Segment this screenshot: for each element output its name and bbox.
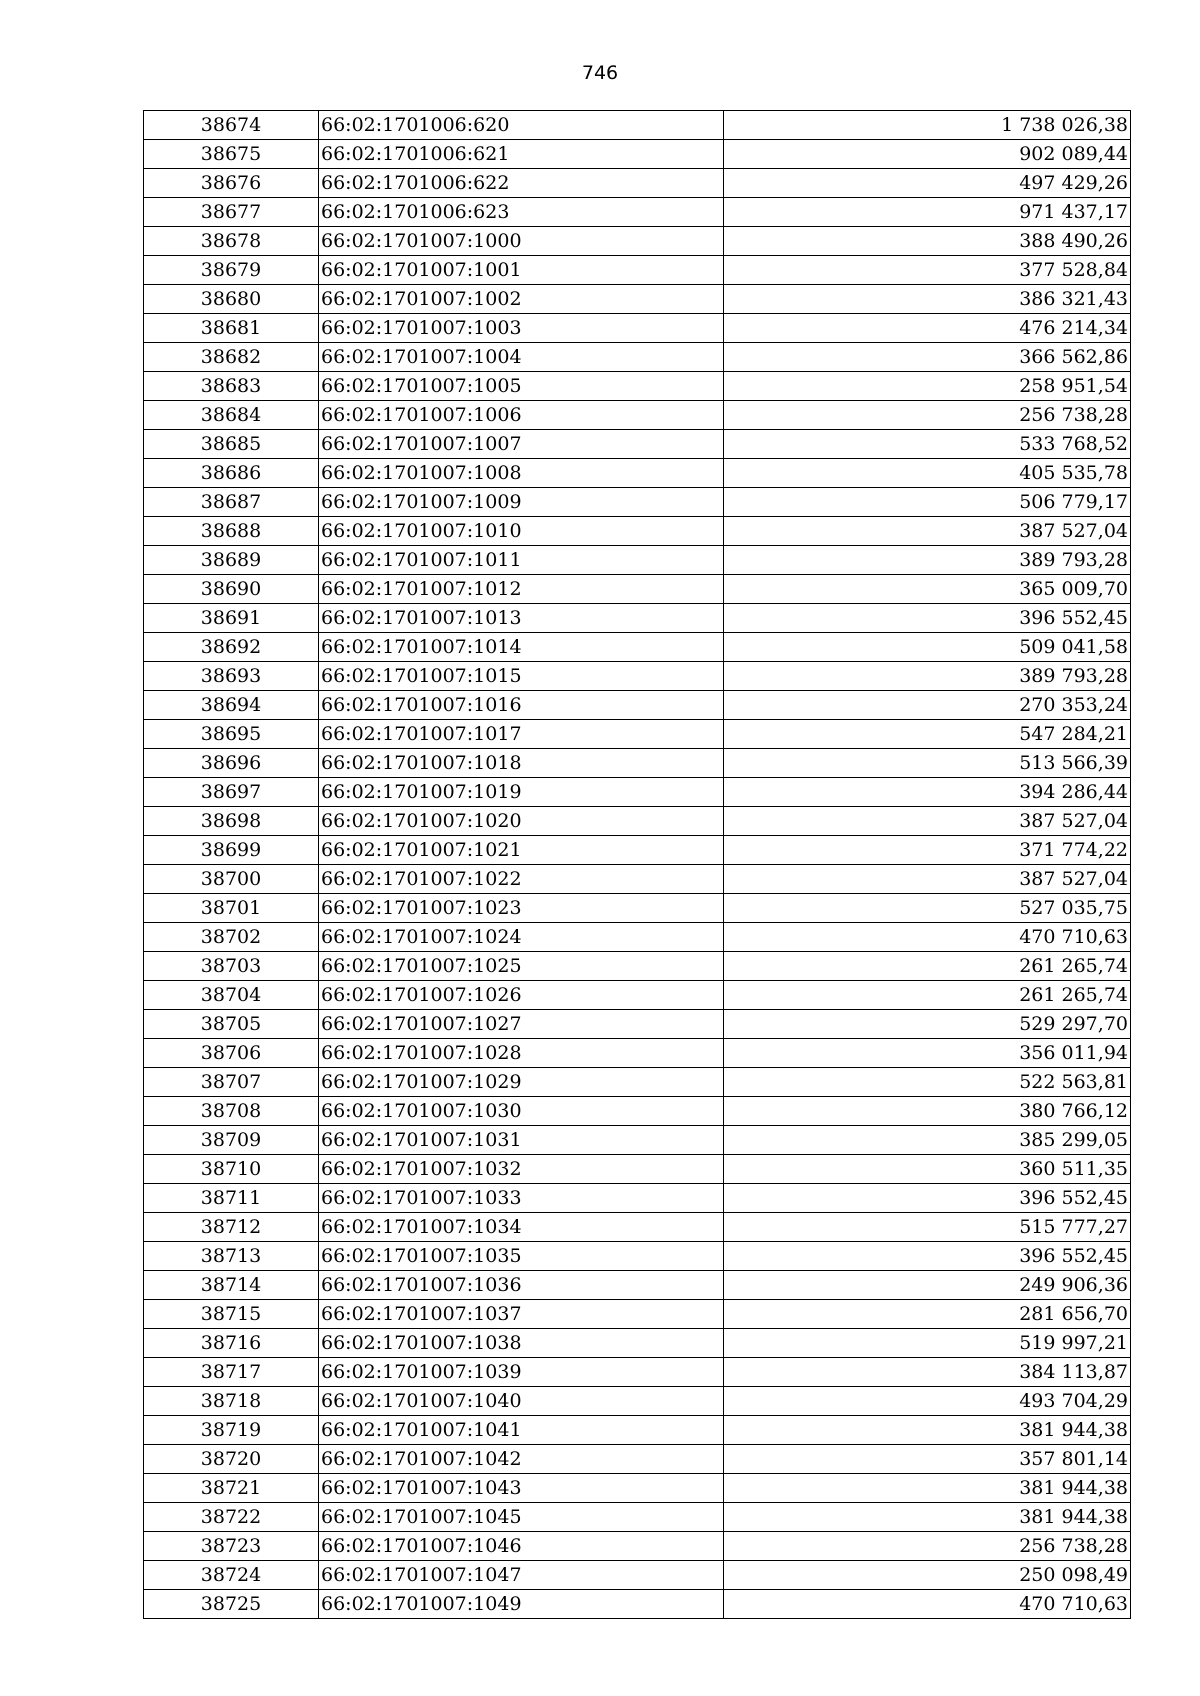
row-number-cell: 38699 xyxy=(144,836,319,865)
row-number-cell: 38700 xyxy=(144,865,319,894)
cadastral-number-cell: 66:02:1701007:1023 xyxy=(319,894,724,923)
row-number-cell: 38678 xyxy=(144,227,319,256)
table-row xyxy=(144,691,1131,720)
cadastral-value-cell: 513 566,39 xyxy=(724,749,1131,778)
cadastral-value-cell: 519 997,21 xyxy=(724,1329,1131,1358)
row-number-cell: 38718 xyxy=(144,1387,319,1416)
table-row xyxy=(144,459,1131,488)
row-number-cell: 38677 xyxy=(144,198,319,227)
row-number-cell: 38693 xyxy=(144,662,319,691)
cadastral-number-cell: 66:02:1701007:1031 xyxy=(319,1126,724,1155)
row-number-cell: 38695 xyxy=(144,720,319,749)
row-number-cell: 38692 xyxy=(144,633,319,662)
row-number-cell: 38685 xyxy=(144,430,319,459)
cadastral-value-cell: 527 035,75 xyxy=(724,894,1131,923)
cadastral-number-cell: 66:02:1701007:1028 xyxy=(319,1039,724,1068)
table-row xyxy=(144,952,1131,981)
table-row xyxy=(144,778,1131,807)
table-row xyxy=(144,111,1131,140)
table-row xyxy=(144,894,1131,923)
cadastral-number-cell: 66:02:1701007:1036 xyxy=(319,1271,724,1300)
cadastral-number-cell: 66:02:1701007:1007 xyxy=(319,430,724,459)
row-number-cell: 38719 xyxy=(144,1416,319,1445)
cadastral-value-cell: 533 768,52 xyxy=(724,430,1131,459)
cadastral-value-cell: 387 527,04 xyxy=(724,865,1131,894)
cadastral-number-cell: 66:02:1701007:1020 xyxy=(319,807,724,836)
row-number-cell: 38674 xyxy=(144,111,319,140)
cadastral-value-cell: 356 011,94 xyxy=(724,1039,1131,1068)
cadastral-value-cell: 396 552,45 xyxy=(724,1184,1131,1213)
cadastral-number-cell: 66:02:1701007:1002 xyxy=(319,285,724,314)
table-row xyxy=(144,1097,1131,1126)
cadastral-number-cell: 66:02:1701006:622 xyxy=(319,169,724,198)
table-row xyxy=(144,198,1131,227)
cadastral-value-cell: 389 793,28 xyxy=(724,546,1131,575)
table-row xyxy=(144,575,1131,604)
cadastral-number-cell: 66:02:1701007:1030 xyxy=(319,1097,724,1126)
cadastral-value-cell: 394 286,44 xyxy=(724,778,1131,807)
cadastral-value-cell: 387 527,04 xyxy=(724,807,1131,836)
row-number-cell: 38688 xyxy=(144,517,319,546)
row-number-cell: 38707 xyxy=(144,1068,319,1097)
row-number-cell: 38709 xyxy=(144,1126,319,1155)
cadastral-number-cell: 66:02:1701007:1026 xyxy=(319,981,724,1010)
table-row xyxy=(144,343,1131,372)
cadastral-number-cell: 66:02:1701007:1034 xyxy=(319,1213,724,1242)
row-number-cell: 38705 xyxy=(144,1010,319,1039)
table-row xyxy=(144,140,1131,169)
table-row xyxy=(144,546,1131,575)
cadastral-number-cell: 66:02:1701007:1001 xyxy=(319,256,724,285)
table-row xyxy=(144,1126,1131,1155)
table-row xyxy=(144,1155,1131,1184)
row-number-cell: 38686 xyxy=(144,459,319,488)
table-row xyxy=(144,430,1131,459)
row-number-cell: 38704 xyxy=(144,981,319,1010)
cadastral-number-cell: 66:02:1701007:1003 xyxy=(319,314,724,343)
row-number-cell: 38712 xyxy=(144,1213,319,1242)
cadastral-number-cell: 66:02:1701007:1000 xyxy=(319,227,724,256)
table-row xyxy=(144,1532,1131,1561)
cadastral-value-cell: 371 774,22 xyxy=(724,836,1131,865)
cadastral-value-cell: 493 704,29 xyxy=(724,1387,1131,1416)
cadastral-value-cell: 470 710,63 xyxy=(724,1590,1131,1619)
row-number-cell: 38701 xyxy=(144,894,319,923)
cadastral-value-cell: 281 656,70 xyxy=(724,1300,1131,1329)
cadastral-number-cell: 66:02:1701007:1045 xyxy=(319,1503,724,1532)
cadastral-value-cell: 506 779,17 xyxy=(724,488,1131,517)
cadastral-value-cell: 384 113,87 xyxy=(724,1358,1131,1387)
cadastral-value-cell: 389 793,28 xyxy=(724,662,1131,691)
cadastral-number-cell: 66:02:1701007:1019 xyxy=(319,778,724,807)
row-number-cell: 38702 xyxy=(144,923,319,952)
cadastral-value-cell: 385 299,05 xyxy=(724,1126,1131,1155)
cadastral-value-cell: 366 562,86 xyxy=(724,343,1131,372)
table-row xyxy=(144,1416,1131,1445)
cadastral-value-cell: 360 511,35 xyxy=(724,1155,1131,1184)
cadastral-number-cell: 66:02:1701006:621 xyxy=(319,140,724,169)
table-row xyxy=(144,1039,1131,1068)
row-number-cell: 38698 xyxy=(144,807,319,836)
table-row xyxy=(144,923,1131,952)
row-number-cell: 38710 xyxy=(144,1155,319,1184)
cadastral-number-cell: 66:02:1701007:1008 xyxy=(319,459,724,488)
table-row xyxy=(144,1213,1131,1242)
cadastral-value-cell: 476 214,34 xyxy=(724,314,1131,343)
cadastral-value-cell: 386 321,43 xyxy=(724,285,1131,314)
row-number-cell: 38725 xyxy=(144,1590,319,1619)
table-row xyxy=(144,1300,1131,1329)
cadastral-number-cell: 66:02:1701007:1027 xyxy=(319,1010,724,1039)
table-row xyxy=(144,836,1131,865)
row-number-cell: 38684 xyxy=(144,401,319,430)
table-body xyxy=(144,111,1131,1619)
cadastral-number-cell: 66:02:1701007:1039 xyxy=(319,1358,724,1387)
cadastral-number-cell: 66:02:1701007:1024 xyxy=(319,923,724,952)
cadastral-number-cell: 66:02:1701007:1029 xyxy=(319,1068,724,1097)
table-row xyxy=(144,720,1131,749)
cadastral-value-cell: 256 738,28 xyxy=(724,1532,1131,1561)
cadastral-value-cell: 902 089,44 xyxy=(724,140,1131,169)
row-number-cell: 38717 xyxy=(144,1358,319,1387)
cadastral-value-cell: 249 906,36 xyxy=(724,1271,1131,1300)
row-number-cell: 38689 xyxy=(144,546,319,575)
cadastral-number-cell: 66:02:1701007:1025 xyxy=(319,952,724,981)
table-row xyxy=(144,865,1131,894)
row-number-cell: 38697 xyxy=(144,778,319,807)
row-number-cell: 38711 xyxy=(144,1184,319,1213)
cadastral-number-cell: 66:02:1701007:1035 xyxy=(319,1242,724,1271)
cadastral-value-cell: 256 738,28 xyxy=(724,401,1131,430)
row-number-cell: 38713 xyxy=(144,1242,319,1271)
cadastral-value-cell: 971 437,17 xyxy=(724,198,1131,227)
cadastral-value-cell: 381 944,38 xyxy=(724,1503,1131,1532)
table-row xyxy=(144,1358,1131,1387)
table-row xyxy=(144,488,1131,517)
row-number-cell: 38716 xyxy=(144,1329,319,1358)
table-row xyxy=(144,1503,1131,1532)
cadastral-number-cell: 66:02:1701007:1015 xyxy=(319,662,724,691)
cadastral-number-cell: 66:02:1701007:1038 xyxy=(319,1329,724,1358)
cadastral-value-cell: 515 777,27 xyxy=(724,1213,1131,1242)
table-row xyxy=(144,1242,1131,1271)
row-number-cell: 38694 xyxy=(144,691,319,720)
table-row xyxy=(144,314,1131,343)
cadastral-number-cell: 66:02:1701007:1046 xyxy=(319,1532,724,1561)
table-row xyxy=(144,662,1131,691)
row-number-cell: 38681 xyxy=(144,314,319,343)
cadastral-number-cell: 66:02:1701006:623 xyxy=(319,198,724,227)
table-row xyxy=(144,401,1131,430)
cadastral-value-cell: 388 490,26 xyxy=(724,227,1131,256)
cadastral-number-cell: 66:02:1701007:1032 xyxy=(319,1155,724,1184)
cadastral-value-cell: 529 297,70 xyxy=(724,1010,1131,1039)
table-row xyxy=(144,1387,1131,1416)
cadastral-number-cell: 66:02:1701007:1014 xyxy=(319,633,724,662)
table-row xyxy=(144,1271,1131,1300)
row-number-cell: 38679 xyxy=(144,256,319,285)
row-number-cell: 38691 xyxy=(144,604,319,633)
row-number-cell: 38708 xyxy=(144,1097,319,1126)
row-number-cell: 38715 xyxy=(144,1300,319,1329)
cadastral-number-cell: 66:02:1701007:1049 xyxy=(319,1590,724,1619)
cadastral-value-cell: 261 265,74 xyxy=(724,981,1131,1010)
cadastral-value-cell: 470 710,63 xyxy=(724,923,1131,952)
cadastral-number-cell: 66:02:1701007:1018 xyxy=(319,749,724,778)
row-number-cell: 38723 xyxy=(144,1532,319,1561)
table-row xyxy=(144,1474,1131,1503)
cadastral-number-cell: 66:02:1701007:1043 xyxy=(319,1474,724,1503)
table-row xyxy=(144,1068,1131,1097)
table-row xyxy=(144,1561,1131,1590)
cadastral-value-cell: 387 527,04 xyxy=(724,517,1131,546)
table-row xyxy=(144,256,1131,285)
cadastral-value-cell: 381 944,38 xyxy=(724,1474,1131,1503)
table-row xyxy=(144,1184,1131,1213)
cadastral-value-cell: 396 552,45 xyxy=(724,1242,1131,1271)
cadastral-value-cell: 261 265,74 xyxy=(724,952,1131,981)
table-row xyxy=(144,517,1131,546)
row-number-cell: 38721 xyxy=(144,1474,319,1503)
cadastral-number-cell: 66:02:1701007:1016 xyxy=(319,691,724,720)
row-number-cell: 38703 xyxy=(144,952,319,981)
table-row xyxy=(144,749,1131,778)
cadastral-number-cell: 66:02:1701007:1022 xyxy=(319,865,724,894)
cadastral-number-cell: 66:02:1701007:1009 xyxy=(319,488,724,517)
row-number-cell: 38683 xyxy=(144,372,319,401)
row-number-cell: 38690 xyxy=(144,575,319,604)
table-row xyxy=(144,981,1131,1010)
cadastral-number-cell: 66:02:1701007:1010 xyxy=(319,517,724,546)
table-row xyxy=(144,227,1131,256)
cadastral-value-table xyxy=(143,110,1131,1619)
row-number-cell: 38720 xyxy=(144,1445,319,1474)
cadastral-value-cell: 258 951,54 xyxy=(724,372,1131,401)
table-row xyxy=(144,285,1131,314)
cadastral-value-cell: 497 429,26 xyxy=(724,169,1131,198)
row-number-cell: 38687 xyxy=(144,488,319,517)
cadastral-value-cell: 405 535,78 xyxy=(724,459,1131,488)
table-row xyxy=(144,1010,1131,1039)
cadastral-value-cell: 1 738 026,38 xyxy=(724,111,1131,140)
cadastral-number-cell: 66:02:1701007:1033 xyxy=(319,1184,724,1213)
cadastral-number-cell: 66:02:1701007:1013 xyxy=(319,604,724,633)
table-row xyxy=(144,807,1131,836)
row-number-cell: 38706 xyxy=(144,1039,319,1068)
row-number-cell: 38682 xyxy=(144,343,319,372)
cadastral-value-cell: 357 801,14 xyxy=(724,1445,1131,1474)
row-number-cell: 38676 xyxy=(144,169,319,198)
row-number-cell: 38722 xyxy=(144,1503,319,1532)
cadastral-value-cell: 522 563,81 xyxy=(724,1068,1131,1097)
cadastral-number-cell: 66:02:1701006:620 xyxy=(319,111,724,140)
table-row xyxy=(144,604,1131,633)
cadastral-number-cell: 66:02:1701007:1006 xyxy=(319,401,724,430)
row-number-cell: 38675 xyxy=(144,140,319,169)
row-number-cell: 38714 xyxy=(144,1271,319,1300)
cadastral-value-cell: 396 552,45 xyxy=(724,604,1131,633)
row-number-cell: 38724 xyxy=(144,1561,319,1590)
table-row xyxy=(144,1445,1131,1474)
cadastral-value-cell: 270 353,24 xyxy=(724,691,1131,720)
cadastral-value-cell: 365 009,70 xyxy=(724,575,1131,604)
cadastral-number-cell: 66:02:1701007:1017 xyxy=(319,720,724,749)
table-row xyxy=(144,633,1131,662)
cadastral-number-cell: 66:02:1701007:1004 xyxy=(319,343,724,372)
table-row xyxy=(144,169,1131,198)
cadastral-number-cell: 66:02:1701007:1040 xyxy=(319,1387,724,1416)
cadastral-value-cell: 547 284,21 xyxy=(724,720,1131,749)
cadastral-number-cell: 66:02:1701007:1047 xyxy=(319,1561,724,1590)
cadastral-number-cell: 66:02:1701007:1042 xyxy=(319,1445,724,1474)
table-row xyxy=(144,372,1131,401)
cadastral-value-cell: 377 528,84 xyxy=(724,256,1131,285)
table-row xyxy=(144,1590,1131,1619)
row-number-cell: 38696 xyxy=(144,749,319,778)
cadastral-number-cell: 66:02:1701007:1011 xyxy=(319,546,724,575)
cadastral-value-cell: 381 944,38 xyxy=(724,1416,1131,1445)
cadastral-value-cell: 509 041,58 xyxy=(724,633,1131,662)
cadastral-number-cell: 66:02:1701007:1041 xyxy=(319,1416,724,1445)
page-number: 746 xyxy=(581,62,619,84)
cadastral-number-cell: 66:02:1701007:1012 xyxy=(319,575,724,604)
table-row xyxy=(144,1329,1131,1358)
cadastral-value-cell: 250 098,49 xyxy=(724,1561,1131,1590)
cadastral-value-cell: 380 766,12 xyxy=(724,1097,1131,1126)
cadastral-number-cell: 66:02:1701007:1021 xyxy=(319,836,724,865)
row-number-cell: 38680 xyxy=(144,285,319,314)
cadastral-number-cell: 66:02:1701007:1005 xyxy=(319,372,724,401)
cadastral-number-cell: 66:02:1701007:1037 xyxy=(319,1300,724,1329)
